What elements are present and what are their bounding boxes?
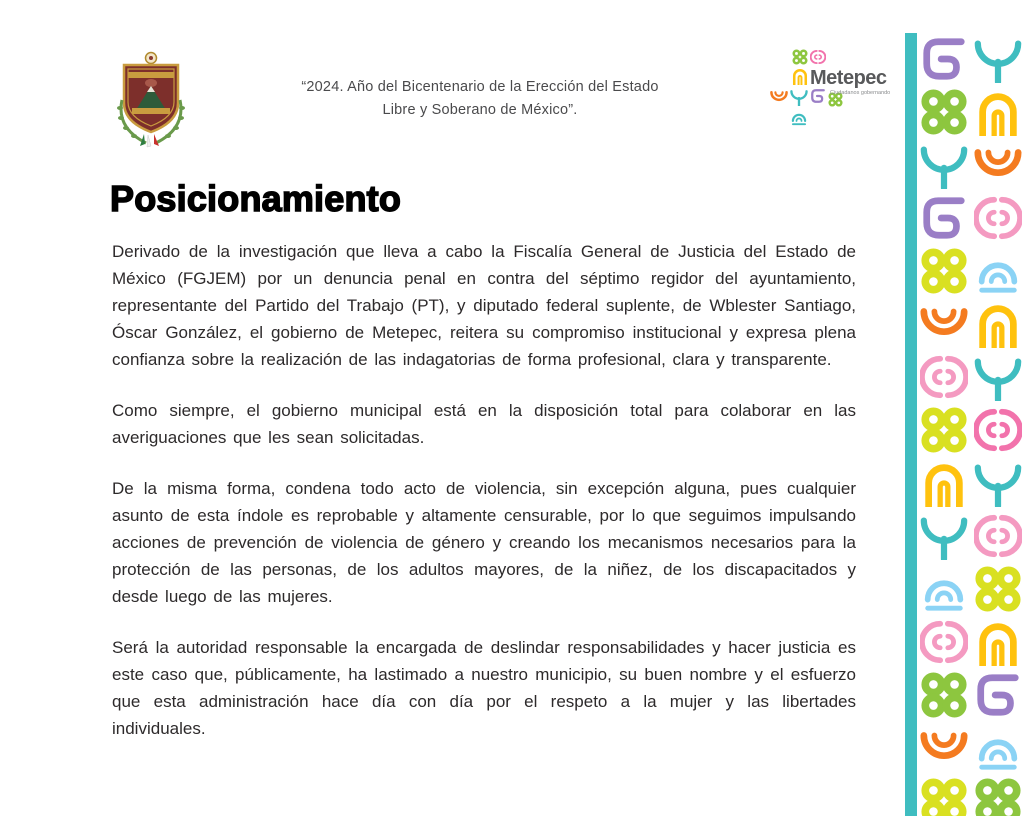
band-motif-icon [924,150,964,188]
band-motif-icon [924,312,964,332]
band-motif-icon [978,44,1018,82]
logo-ywave-icon [791,91,806,105]
band-motif-icon [925,411,962,448]
logo-arcs-icon [811,51,826,63]
band-motif-icon [982,742,1015,767]
document-body [112,238,856,766]
paragraph-1: Derivado de la investigación que lleva a cabo la Fiscalía General de Justicia del Estado de México (FGJEM) por un denuncia penal en contra del séptimo regidor del ayuntamiento, representante del Partido del Trabajo (PT), y diputado federal suplente, de Wblester Santiago, Óscar González, el gobierno de Metepec, reitera su compromiso institucional y expresa plena confianza sobre la realización de las indagatorias de forma profesional, clara y transparente. [112,242,856,369]
band-motif-icon [928,583,961,608]
decorative-border [905,33,1024,816]
page-title: Posicionamiento [110,178,402,219]
logo-archlines-icon [793,115,805,124]
band-motif-icon [927,201,962,236]
logo-spiral-icon [812,90,824,102]
band-motif-icon [925,93,962,130]
logo-arch-icon [794,70,806,85]
paragraph-2: Como siempre, el gobierno municipal está en la disposición total para colaborar en las averiguaciones que les sean solicitadas. [112,401,856,447]
band-motif-icon [983,97,1014,136]
band-motif-icon [927,42,962,77]
band-motif-icon [978,153,1018,173]
band-motif-icon [978,468,1018,506]
band-motif-icon [924,736,964,756]
band-motif-icon [976,412,1020,448]
band-motif-icon [922,624,966,660]
band-motif-icon [979,782,1016,816]
logo-tagline: Ciudadanos gobernando [830,90,891,96]
paragraph-4: Será la autoridad responsable la encargada de deslindar responsabilidades y hacer justicia es este caso que, públicamente, ha lastimado a nuestro municipio, su buen nombre y el esfuerzo que esta administración hace día con día por el respeto a la mujer y las libertades individuales. [112,638,856,738]
band-motifs [922,42,1020,816]
band-motif-icon [925,676,962,713]
logo-wave-icon [771,92,786,100]
band-motif-icon [979,570,1016,607]
band-motif-icon [978,362,1018,400]
band-motif-icon [922,359,966,395]
band-motif-icon [925,782,962,816]
logo-wordmark: Metepec [810,67,887,89]
estado-de-mexico-coat-of-arms-icon [114,50,188,150]
band-motif-icon [982,265,1015,290]
band-motif-icon [983,627,1014,666]
band-motif-icon [929,468,960,507]
metepec-logo [762,46,896,142]
band-motif-icon [976,200,1020,236]
header-quote-line-1: “2024. Año del Bicentenario de la Erección del Estado [301,79,659,95]
band-motif-icon [981,678,1016,713]
band-motif-icon [976,518,1020,554]
logo-clover-icon [794,51,806,63]
band-motif-icon [983,309,1014,348]
header-quote [240,76,720,122]
band-motif-icon [924,521,964,559]
header-quote-line-2: Libre y Soberano de México”. [382,101,578,118]
band-motif-icon [925,252,962,289]
paragraph-3: De la misma forma, condena todo acto de violencia, sin excepción alguna, pues cualquier asunto de esta índole es reprobable y altamente censurable, por lo que seguimos impulsando acciones de prevención de violencia de género y creando los mecanismos necesarios para la protección de las personas, de los adultos mayores, de la niñez, de los discapacitados y desde luego de las mujeres. [112,479,856,606]
teal-bar [905,33,917,816]
